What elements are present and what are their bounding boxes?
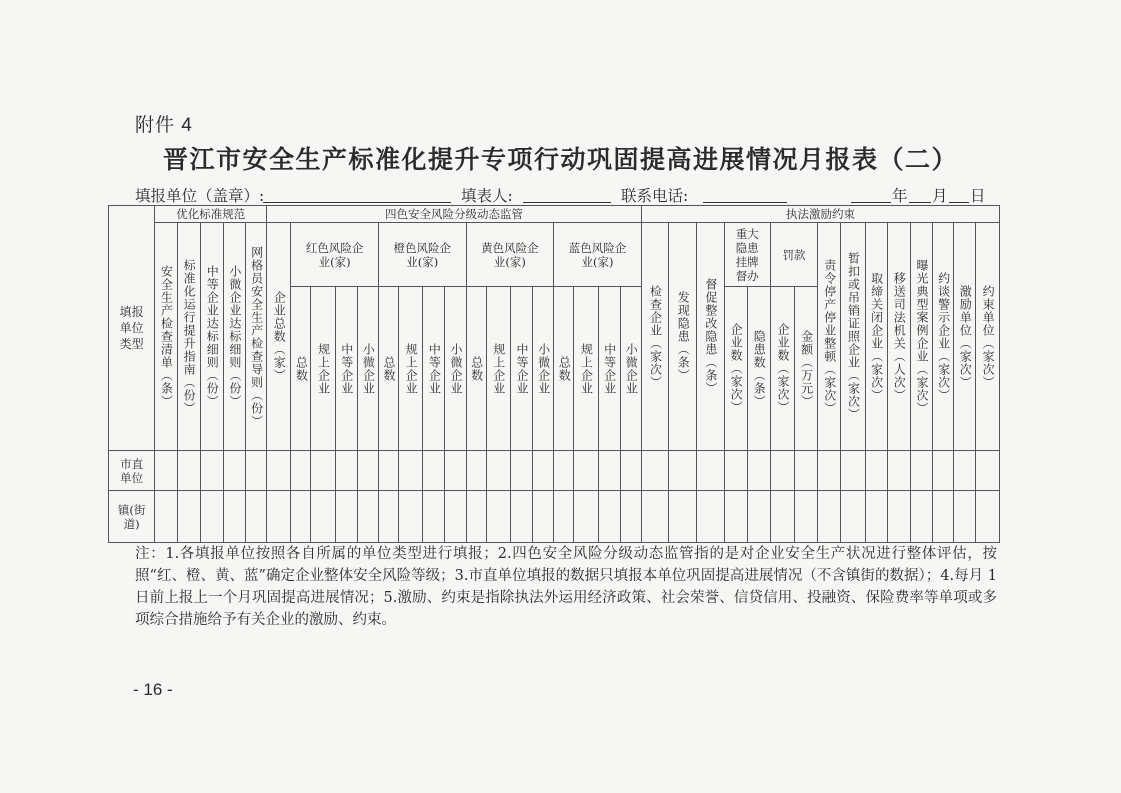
- col-checklist: 安全生产检查清单（条）: [155, 223, 177, 451]
- year-blank[interactable]: [851, 186, 891, 203]
- major-hazards: 隐患数（条）: [747, 287, 770, 451]
- col-orange: 橙色风险企业(家): [378, 223, 466, 287]
- col-transfer: 移送司法机关（人次）: [887, 223, 910, 451]
- row-label-city: 市直单位: [109, 451, 155, 491]
- phone-label: 联系电话:: [621, 187, 689, 205]
- col-inspect: 检查企业（家次）: [641, 223, 668, 451]
- orange-small: 小微企业: [445, 287, 466, 451]
- yellow-medium: 中等企业: [510, 287, 532, 451]
- year-label: 年: [892, 187, 908, 205]
- red-large: 规上企业: [311, 287, 335, 451]
- blue-small: 小微企业: [620, 287, 641, 451]
- day-label: 日: [970, 187, 986, 205]
- notes-paragraph: 注：1.各填报单位按照各自所属的单位类型进行填报；2.四色安全风险分级动态监管指的是对企业安全生产状况进行整体评估，按照“红、橙、黄、蓝”确定企业整体安全风险等级；3.市直单位填报的数据只填报本单位巩固提高进展情况（不含镇街的数据）；4.每月 1 日前上报上一个月巩固提高进展情况；5.激励、约束是指除执法外运用经济政策、社会荣誉、信贷信用、投融资、保险费率等单项或多项综合措施给予有关企业的激励、约束。: [135, 546, 997, 628]
- table-row: [109, 451, 1000, 491]
- filler-blank[interactable]: [523, 186, 611, 203]
- row-type-header: 填报单位类型: [109, 206, 155, 451]
- col-hazards-found: 发现隐患（条）: [669, 223, 697, 451]
- col-guide: 标准化运行提升指南（份）: [177, 223, 200, 451]
- unit-label: 填报单位（盖章）:: [135, 187, 265, 205]
- yellow-total: 总数: [466, 287, 486, 451]
- unit-blank[interactable]: [263, 186, 451, 203]
- col-suspend: 责令停产停业整顿（家次）: [818, 223, 841, 451]
- orange-large: 规上企业: [399, 287, 423, 451]
- day-blank[interactable]: [949, 186, 969, 203]
- col-red: 红色风险企业(家): [291, 223, 379, 287]
- col-rectify: 督促整改隐患（条）: [697, 223, 724, 451]
- fine-enterprises: 企业数（家次）: [770, 287, 794, 451]
- blue-total: 总数: [554, 287, 574, 451]
- col-fine: 罚款: [770, 223, 817, 287]
- month-blank[interactable]: [909, 186, 931, 203]
- col-major-hazard: 重大隐患挂牌督办: [724, 223, 770, 287]
- col-reward: 激励单位（家次）: [954, 223, 976, 451]
- col-close: 取缔关闭企业（家次）: [865, 223, 887, 451]
- col-grid-guide: 网格员安全生产检查导则（份）: [246, 223, 267, 451]
- red-medium: 中等企业: [335, 287, 357, 451]
- red-small: 小微企业: [357, 287, 378, 451]
- col-warn: 约谈警示企业（家次）: [933, 223, 954, 451]
- major-enterprises: 企业数（家次）: [724, 287, 747, 451]
- col-small-rules: 小微企业达标细则（份）: [223, 223, 245, 451]
- group-enforcement: 执法激励约束: [641, 206, 999, 223]
- blue-large: 规上企业: [574, 287, 598, 451]
- col-total-enterprises: 企业总数（家）: [267, 223, 291, 451]
- page-number: - 16 -: [133, 680, 173, 699]
- group-optimize: 优化标准规范: [155, 206, 267, 223]
- col-medium-rules: 中等企业达标细则（份）: [200, 223, 223, 451]
- yellow-small: 小微企业: [533, 287, 554, 451]
- row-label-town: 镇(街道): [109, 491, 155, 543]
- blue-medium: 中等企业: [598, 287, 620, 451]
- col-yellow: 黄色风险企业(家): [466, 223, 554, 287]
- col-expose: 曝光典型案例企业（家次）: [910, 223, 932, 451]
- report-table: [108, 205, 1000, 543]
- group-four-color: 四色安全风险分级动态监管: [267, 206, 642, 223]
- fine-amount: 金额（万元）: [795, 287, 818, 451]
- orange-total: 总数: [378, 287, 398, 451]
- attachment-label: 附件 4: [135, 115, 193, 136]
- month-label: 月: [932, 187, 948, 205]
- yellow-large: 规上企业: [486, 287, 510, 451]
- col-revoke: 暂扣或吊销证照企业（家次）: [841, 223, 865, 451]
- phone-blank[interactable]: [703, 186, 787, 203]
- red-total: 总数: [291, 287, 311, 451]
- col-restrict: 约束单位（家次）: [976, 223, 1000, 451]
- table-row: [109, 491, 1000, 543]
- filler-label: 填表人:: [461, 187, 513, 205]
- page-title: 晋江市安全生产标准化提升专项行动巩固提高进展情况月报表（二）: [162, 145, 958, 174]
- col-blue: 蓝色风险企业(家): [554, 223, 642, 287]
- orange-medium: 中等企业: [423, 287, 445, 451]
